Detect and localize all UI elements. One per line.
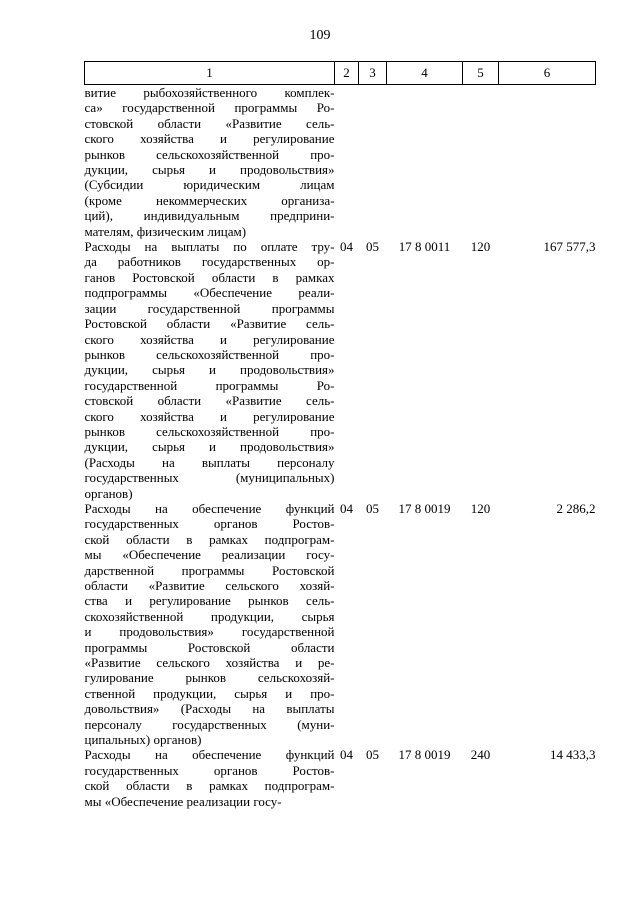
description-line: ской области в рамках подпрограм- (84, 531, 335, 547)
subsection-code: 05 (366, 239, 379, 255)
description-line: скохозяйственной продукции, сырья (84, 608, 335, 624)
description-line: мателям, физическим лицам) (84, 223, 247, 239)
description-line: мы «Обеспечение реализации госу- (84, 793, 282, 809)
description-line: Расходы на обеспечение функций (84, 500, 335, 516)
amount: 14 433,3 (550, 747, 596, 763)
description-line: витие рыбохозяйственного комплек- (84, 85, 335, 100)
description-line: рынков сельскохозяйственной про- (84, 423, 335, 439)
description-line: персоналу государственных (муни- (84, 716, 335, 732)
section-code: 04 (340, 747, 353, 763)
expense-type-code (463, 85, 499, 240)
description-line: ганов Ростовской области в рамках (84, 269, 335, 285)
description-line: и продовольствия» государственной (84, 624, 335, 640)
description-line: «Развитие сельского хозяйства и ре- (84, 655, 335, 671)
column-header-4: 4 (387, 62, 463, 85)
section-code: 04 (340, 239, 353, 255)
description-line: Расходы на обеспечение функций (84, 747, 335, 763)
description-line: ского хозяйства и регулирование (84, 408, 335, 424)
column-header-2: 2 (335, 62, 359, 85)
description-line: стовской области «Развитие сель- (84, 393, 335, 409)
subsection-code: 05 (366, 500, 379, 516)
section-code (335, 85, 359, 240)
description-line: государственной программы Ро- (84, 377, 335, 393)
description-line: (Расходы на выплаты персоналу (84, 454, 335, 470)
description-line: государственных органов Ростов- (84, 516, 335, 532)
column-header-6: 6 (499, 62, 596, 85)
table-body (85, 85, 596, 810)
column-header-1: 1 (85, 62, 335, 85)
expense-type-code: 120 (470, 500, 491, 516)
target-article-code (387, 85, 463, 240)
amount: 167 577,3 (543, 239, 596, 255)
description-line: программы Ростовской области (84, 639, 335, 655)
description-line: дукции, сырья и продовольствия» (84, 439, 335, 455)
description-line: гулирование рынков сельскохозяй- (84, 670, 335, 686)
description-line: са» государственной программы Ро- (84, 100, 335, 116)
description-line: ций), индивидуальным предприни- (84, 208, 335, 224)
description-line: стовской области «Развитие сель- (84, 115, 335, 131)
description-line: довольствия» (Расходы на выплаты (84, 701, 335, 717)
description-line: мы «Обеспечение реализации госу- (84, 547, 335, 563)
table-row (85, 747, 596, 809)
target-article-code: 17 8 0019 (398, 500, 451, 516)
table-header-row (85, 62, 596, 85)
description-line: ства и регулирование рынков сель- (84, 593, 335, 609)
description-line: рынков сельскохозяйственной про- (84, 146, 335, 162)
amount: 2 286,2 (556, 500, 596, 516)
description-line: (кроме некоммерческих организа- (84, 192, 335, 208)
table-row (85, 239, 596, 501)
description-line: Ростовской области «Развитие сель- (84, 316, 335, 332)
subsection-code: 05 (366, 747, 379, 763)
row-description (85, 239, 335, 501)
description-line: зации государственной программы (84, 300, 335, 316)
section-code: 04 (340, 500, 353, 516)
page-number: 109 (309, 28, 331, 43)
description-line: органов) (84, 485, 133, 501)
description-line: подпрограммы «Обеспечение реали- (84, 285, 335, 301)
column-header-3: 3 (359, 62, 387, 85)
description-line: (Субсидии юридическим лицам (84, 177, 335, 193)
description-line: Расходы на выплаты по оплате тру- (84, 239, 335, 255)
row-description (85, 747, 335, 809)
description-line: ского хозяйства и регулирование (84, 131, 335, 147)
description-line: ципальных) органов) (84, 732, 202, 748)
expense-type-code: 240 (470, 747, 491, 763)
description-line: рынков сельскохозяйственной про- (84, 346, 335, 362)
column-header-5: 5 (463, 62, 499, 85)
description-line: государственных (муниципальных) (84, 470, 335, 486)
budget-table (84, 61, 596, 809)
table-row (85, 85, 596, 240)
description-line: ского хозяйства и регулирование (84, 331, 335, 347)
row-description (85, 85, 335, 240)
target-article-code: 17 8 0011 (398, 239, 451, 255)
description-line: да работников государственных ор- (84, 254, 335, 270)
row-description (85, 501, 335, 748)
subsection-code (359, 85, 387, 240)
description-line: области «Развитие сельского хозяй- (84, 578, 335, 593)
description-line: дукции, сырья и продовольствия» (84, 362, 335, 378)
target-article-code: 17 8 0019 (398, 747, 451, 763)
description-line: ственной продукции, сырья и про- (84, 685, 335, 701)
expense-type-code: 120 (470, 239, 491, 255)
description-line: дарственной программы Ростовской (84, 562, 335, 578)
description-line: дукции, сырья и продовольствия» (84, 162, 335, 178)
amount (499, 85, 596, 240)
description-line: государственных органов Ростов- (84, 762, 335, 778)
description-line: ской области в рамках подпрограм- (84, 778, 335, 794)
table-row (85, 501, 596, 748)
